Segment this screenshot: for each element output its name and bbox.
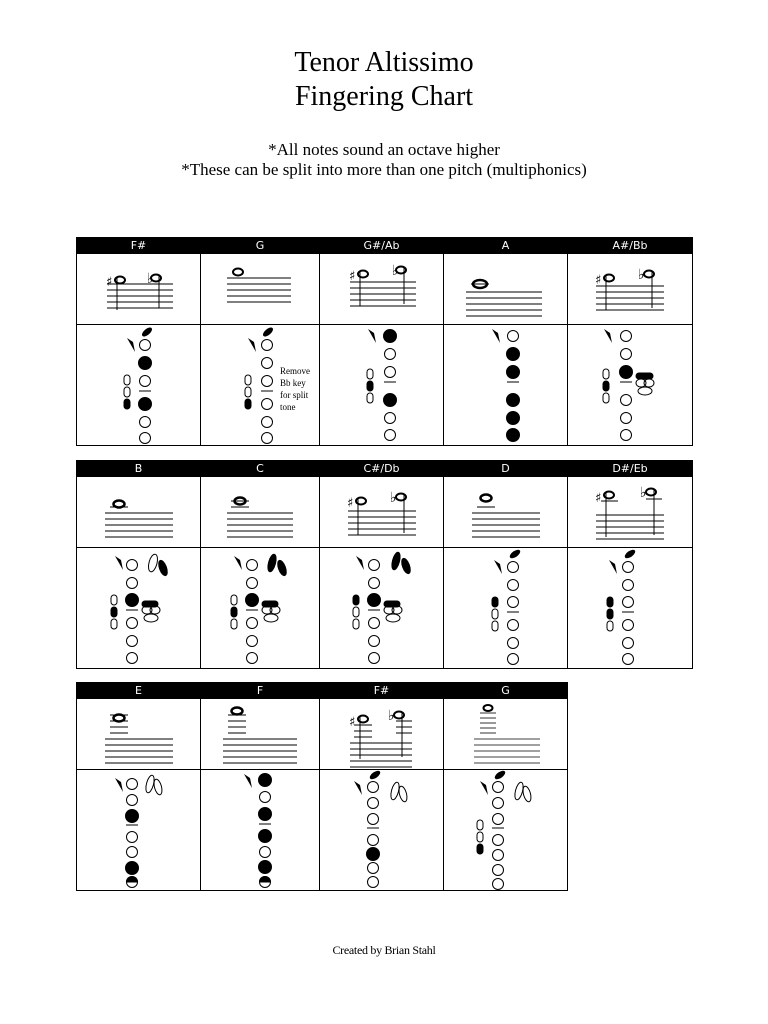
fingering-d — [444, 548, 568, 669]
multiphonics-note: *These can be split into more than one pitch (multiphonics) — [181, 160, 587, 179]
svg-text:♭: ♭ — [147, 271, 154, 287]
svg-text:♯: ♯ — [349, 269, 356, 284]
staff-g-high — [444, 699, 568, 770]
note-name-c-sharp-d-flat: C#/Db — [320, 461, 444, 477]
remove-bb-note-line-2: Bb key — [280, 378, 306, 388]
svg-text:♭: ♭ — [392, 263, 399, 279]
staff-c-sharp-d-flat — [320, 477, 444, 548]
note-name-e: E — [77, 683, 201, 699]
note-name-c: C — [201, 461, 320, 477]
note-name-d-sharp-e-flat: D#/Eb — [568, 461, 693, 477]
svg-text:♯: ♯ — [595, 491, 602, 506]
staff-f — [201, 699, 320, 770]
fingering-d-sharp-e-flat — [568, 548, 693, 669]
staff-c — [201, 477, 320, 548]
fingering-c-sharp-d-flat — [320, 548, 444, 669]
remove-bb-note-line-3: for split — [280, 390, 309, 400]
fingering-g — [201, 325, 320, 446]
remove-bb-note-line-1: Remove — [280, 366, 310, 376]
fingering-f-sharp-high — [320, 770, 444, 891]
fingering-g-sharp-a-flat — [320, 325, 444, 446]
staff-f-sharp-high — [320, 699, 444, 770]
fingering-a-sharp-b-flat — [568, 325, 693, 446]
staff-d-sharp-e-flat — [568, 477, 693, 548]
fingering-e — [77, 770, 201, 891]
note-name-a-sharp-b-flat: A#/Bb — [568, 238, 693, 254]
remove-bb-note-line-4: tone — [280, 402, 296, 412]
note-name-g: G — [201, 238, 320, 254]
fingering-f — [201, 770, 320, 891]
note-name-g-sharp-a-flat: G#/Ab — [320, 238, 444, 254]
note-name-d: D — [444, 461, 568, 477]
svg-text:♯: ♯ — [595, 273, 602, 288]
svg-text:♭: ♭ — [640, 485, 647, 501]
fingering-table-row-3 — [76, 682, 568, 891]
staff-g — [201, 254, 320, 325]
note-name-f: F — [201, 683, 320, 699]
note-name-g-high: G — [444, 683, 568, 699]
staff-e — [77, 699, 201, 770]
credit-footer: Created by Brian Stahl — [332, 943, 436, 957]
note-name-a: A — [444, 238, 568, 254]
fingering-table-row-1 — [76, 237, 693, 446]
svg-text:♭: ♭ — [390, 490, 397, 506]
chart-title-line-2: Fingering Chart — [294, 81, 474, 112]
fingering-a — [444, 325, 568, 446]
svg-text:♯: ♯ — [349, 715, 356, 730]
fingering-g-high — [444, 770, 568, 891]
fingering-c — [201, 548, 320, 669]
fingering-f-sharp — [77, 325, 201, 446]
svg-text:♭: ♭ — [388, 708, 395, 724]
chart-title-line-1: Tenor Altissimo — [294, 47, 474, 78]
staff-d — [444, 477, 568, 548]
note-name-f-sharp: F# — [77, 238, 201, 254]
staff-a — [444, 254, 568, 325]
fingering-table-row-2 — [76, 460, 693, 669]
staff-a-sharp-b-flat — [568, 254, 693, 325]
octave-note: *All notes sound an octave higher — [268, 140, 500, 159]
note-name-f-sharp-high: F# — [320, 683, 444, 699]
svg-text:♭: ♭ — [638, 267, 645, 283]
staff-b — [77, 477, 201, 548]
svg-text:♯: ♯ — [347, 496, 354, 511]
fingering-b — [77, 548, 201, 669]
staff-g-sharp-a-flat — [320, 254, 444, 325]
note-name-b: B — [77, 461, 201, 477]
staff-f-sharp — [77, 254, 201, 325]
svg-text:♯: ♯ — [106, 275, 113, 290]
